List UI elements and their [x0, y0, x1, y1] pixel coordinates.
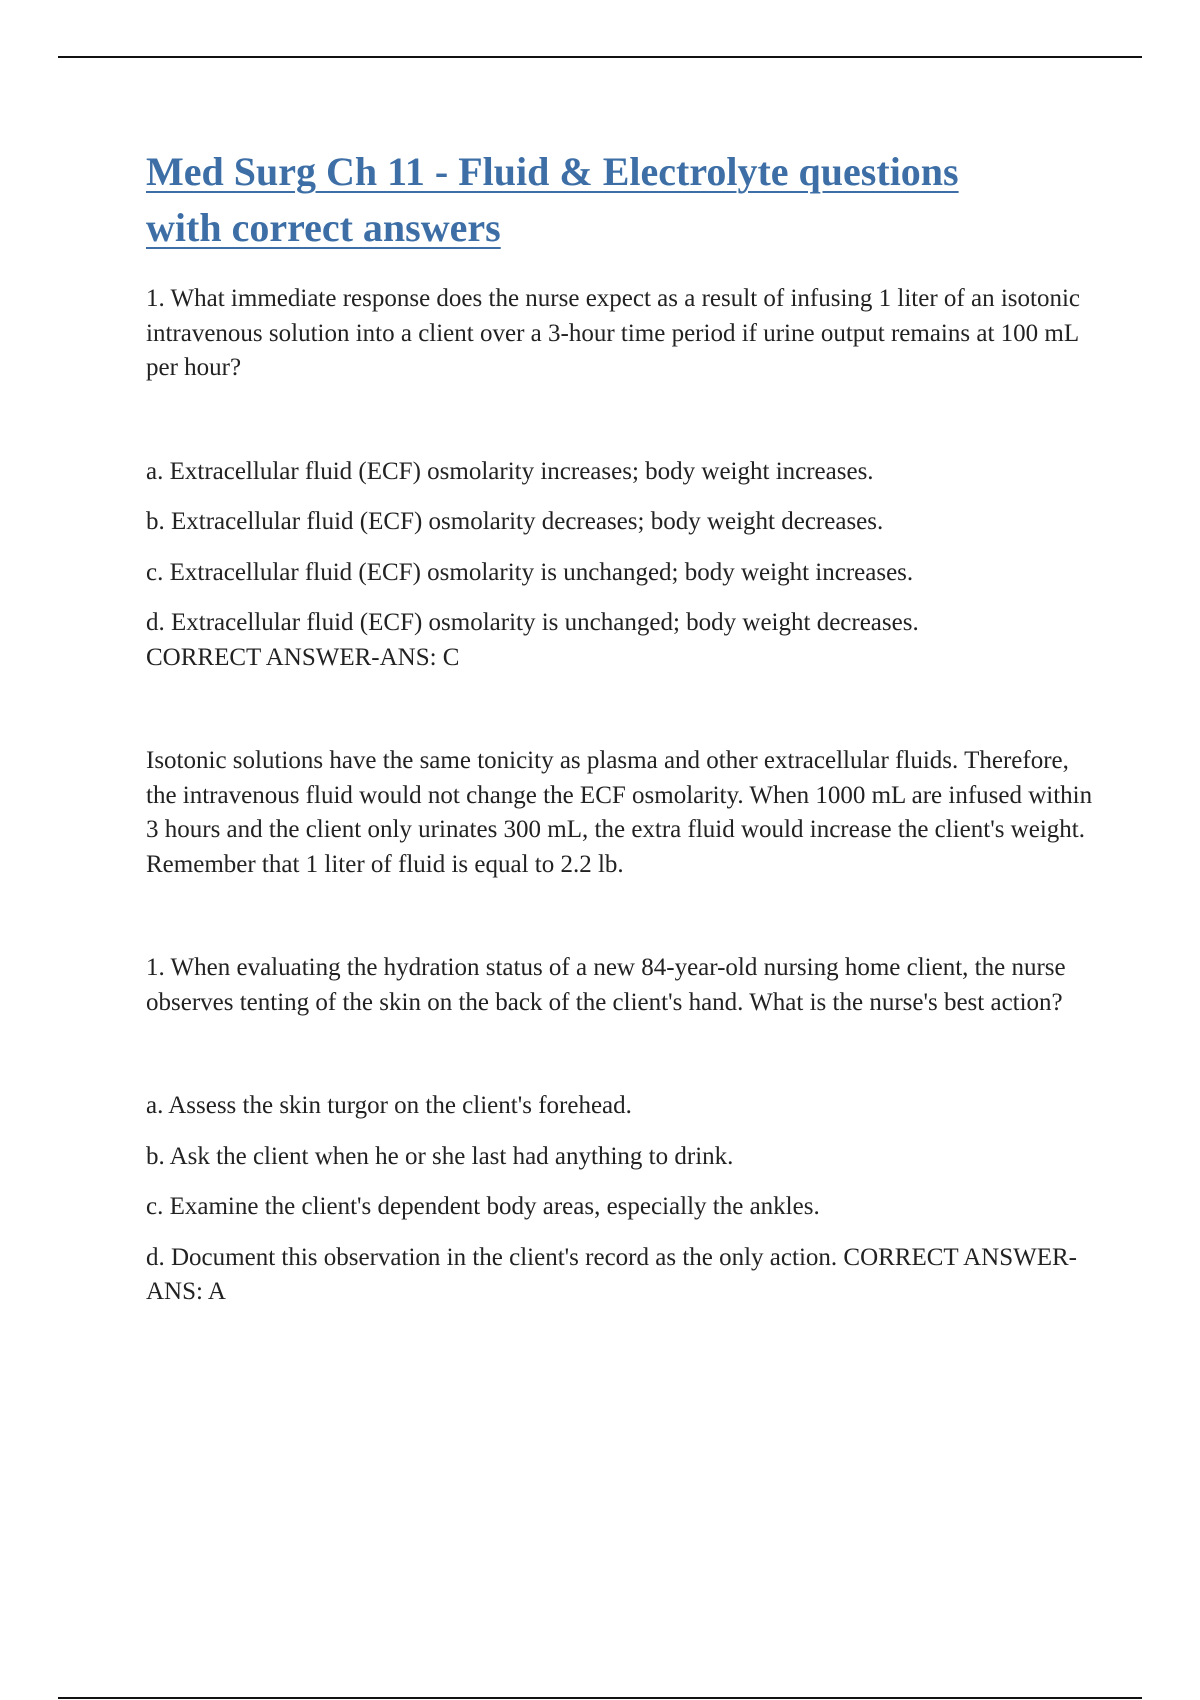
rationale: Isotonic solutions have the same tonicity as plasma and other extracellular fluids. Therefore, the intravenous fluid would not change the ECF osmolarity. When 1000 mL are infused within 3 hours and the client only urinates 300 mL, the extra fluid would increase the client's weight. Remember that 1 liter of fluid is equal to 2.2 lb. [146, 747, 1093, 878]
answer-option-b: b. Ask the client when he or she last had anything to drink. [146, 1142, 734, 1170]
title-line-1: Med Surg Ch 11 - Fluid & Electrolyte questions [146, 149, 959, 194]
document-title [146, 144, 1096, 256]
answer-option-d: d. Document this observation in the client's record as the only action. [146, 1243, 838, 1271]
question-prompt: 1. What immediate response does the nurse expect as a result of infusing 1 liter of an isotonic intravenous solution into a client over a 3-hour time period if urine output remains at 100 mL per hour? [146, 285, 1081, 381]
document-body [146, 144, 1096, 1310]
answer-option-b: b. Extracellular fluid (ECF) osmolarity decreases; body weight decreases. [146, 508, 884, 535]
answer-option-d-with-answer [146, 1241, 1096, 1310]
bottom-rule [58, 1697, 1142, 1699]
correct-answer: CORRECT ANSWER-ANS: A [146, 1243, 1077, 1305]
answer-option-d: d. Extracellular fluid (ECF) osmolarity is unchanged; body weight decreases. [146, 609, 919, 636]
question-block-1 [146, 282, 1096, 951]
answer-option-c: c. Examine the client's dependent body areas, especially the ankles. [146, 1193, 820, 1220]
title-line-2: with correct answers [146, 205, 501, 250]
question-block-2 [146, 951, 1096, 1310]
question-prompt: 1. When evaluating the hydration status of a new 84-year-old nursing home client, the nurse observes tenting of the skin on the back of the client's hand. What is the nurse's best action? [146, 954, 1066, 1016]
answer-option-a: a. Assess the skin turgor on the client's forehead. [146, 1092, 632, 1119]
answer-option-a: a. Extracellular fluid (ECF) osmolarity increases; body weight increases. [146, 457, 874, 485]
correct-answer: CORRECT ANSWER-ANS: C [146, 643, 460, 671]
answer-option-c: c. Extracellular fluid (ECF) osmolarity is unchanged; body weight increases. [146, 558, 914, 586]
top-rule [58, 56, 1142, 58]
